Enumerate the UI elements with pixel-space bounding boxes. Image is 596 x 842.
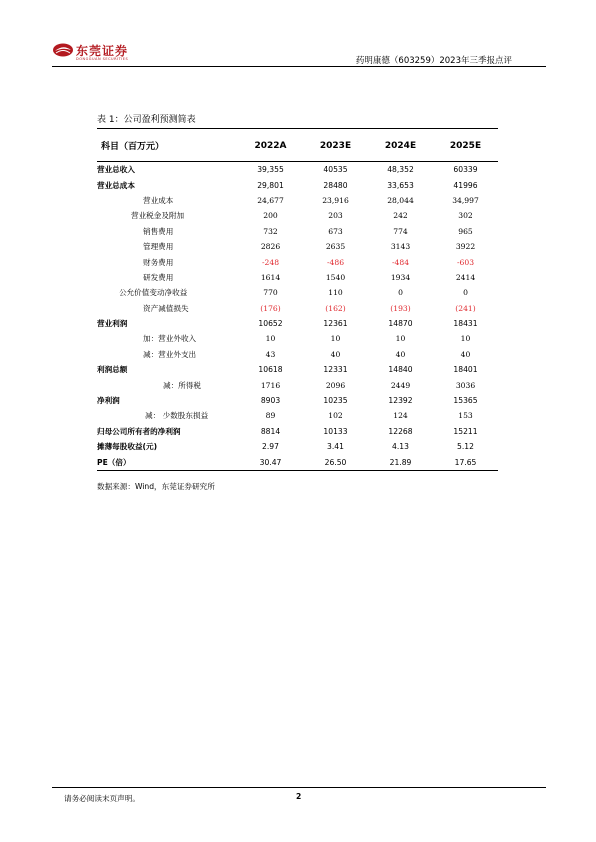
cell-value: 40535 <box>323 165 348 175</box>
cell-value: 770 <box>263 288 278 298</box>
cell-value: -486 <box>326 257 345 267</box>
cell-value: 12392 <box>388 396 413 406</box>
table-row <box>97 162 498 178</box>
row-label: 减： 少数股东损益 <box>145 411 209 421</box>
table-row <box>97 208 498 223</box>
cell-value: 10 <box>460 334 471 344</box>
row-label: 资产减值损失 <box>143 303 189 313</box>
cell-value: 102 <box>328 411 343 421</box>
header-divider <box>52 66 546 67</box>
footer-divider <box>52 787 546 788</box>
cell-value: 200 <box>263 211 278 221</box>
cell-value: -248 <box>261 257 280 267</box>
brand-emblem-icon <box>52 42 74 58</box>
table-row <box>97 239 498 254</box>
cell-value: 14840 <box>388 365 413 375</box>
brand-name: 东莞证券 <box>76 44 129 58</box>
cell-value: 10 <box>395 334 406 344</box>
cell-value: 10 <box>330 334 341 344</box>
data-source-note: 数据来源：Wind，东莞证券研究所 <box>97 482 215 491</box>
column-header: 科目（百万元） <box>97 130 238 162</box>
cell-value: 3036 <box>455 380 476 390</box>
table-top-rule <box>97 128 498 129</box>
cell-value: 23,916 <box>322 195 349 205</box>
column-header: 2022A <box>238 130 303 162</box>
cell-value: 153 <box>458 411 473 421</box>
cell-value: 2449 <box>390 380 411 390</box>
table-row <box>97 377 498 392</box>
cell-value: 89 <box>265 411 276 421</box>
cell-value: -603 <box>456 257 475 267</box>
table-row <box>97 331 498 346</box>
row-label: 减：所得税 <box>163 380 201 390</box>
cell-value: 48,352 <box>387 165 414 175</box>
cell-value: 18401 <box>453 365 478 375</box>
cell-value: 14870 <box>388 319 413 329</box>
cell-value: 673 <box>328 226 343 236</box>
cell-value: (193) <box>390 303 411 313</box>
table-row <box>97 362 498 377</box>
table-row <box>97 347 498 362</box>
row-label: 营业总收入 <box>97 165 135 175</box>
row-label: 公允价值变动净收益 <box>119 288 188 298</box>
cell-value: 41996 <box>453 180 478 190</box>
row-label: 摊薄每股收益(元) <box>97 442 158 452</box>
cell-value: 3922 <box>455 242 476 252</box>
cell-value: 242 <box>393 211 408 221</box>
row-label: 归母公司所有者的净利润 <box>97 426 181 436</box>
cell-value: 203 <box>328 211 343 221</box>
column-header: 2025E <box>433 130 498 162</box>
cell-value: -484 <box>391 257 410 267</box>
cell-value: 28480 <box>323 180 348 190</box>
cell-value: 21.89 <box>368 454 433 470</box>
cell-value: (176) <box>260 303 281 313</box>
table-row <box>97 424 498 439</box>
cell-value: 1934 <box>390 272 411 282</box>
cell-value: 1614 <box>260 272 281 282</box>
cell-value: 26.50 <box>303 454 368 470</box>
cell-value: 10652 <box>258 319 283 329</box>
cell-value: 12331 <box>323 365 348 375</box>
brand-name-en: DONGGUAN SECURITIES <box>76 57 129 61</box>
cell-value: 2635 <box>325 242 346 252</box>
cell-value: (162) <box>325 303 346 313</box>
table-row <box>97 270 498 285</box>
column-header: 2023E <box>303 130 368 162</box>
table-row <box>97 408 498 423</box>
table-row <box>97 177 498 192</box>
row-label: 减：营业外支出 <box>143 349 197 359</box>
cell-value: 43 <box>265 349 276 359</box>
page-number: 2 <box>296 792 302 801</box>
row-label: 加：营业外收入 <box>143 334 197 344</box>
cell-value: 15365 <box>453 396 478 406</box>
table-caption: 表 1：公司盈利预测简表 <box>97 115 196 125</box>
cell-value: 12361 <box>323 319 348 329</box>
cell-value: 29,801 <box>257 180 284 190</box>
table-row <box>97 193 498 208</box>
cell-value: 110 <box>328 288 343 298</box>
table-row <box>97 439 498 454</box>
table-row <box>97 301 498 316</box>
row-label: 管理费用 <box>143 242 174 252</box>
cell-value: 17.65 <box>433 454 498 470</box>
report-title: 药明康德（603259）2023年三季报点评 <box>355 56 512 66</box>
cell-value: 2826 <box>260 242 281 252</box>
row-label: 利润总额 <box>97 365 128 375</box>
row-label: 营业总成本 <box>97 180 135 190</box>
cell-value: 10 <box>265 334 276 344</box>
row-label: 营业税金及附加 <box>131 211 185 221</box>
cell-value: (241) <box>455 303 476 313</box>
row-label: 营业成本 <box>143 195 174 205</box>
cell-value: 732 <box>263 226 278 236</box>
cell-value: 8903 <box>260 396 281 406</box>
cell-value: 10235 <box>323 396 348 406</box>
table-row <box>97 285 498 300</box>
cell-value: 34,997 <box>452 195 479 205</box>
cell-value: 4.13 <box>392 442 409 452</box>
row-label: 营业利润 <box>97 319 128 329</box>
table-header-row <box>97 130 498 162</box>
cell-value: 3143 <box>390 242 411 252</box>
row-label: 财务费用 <box>143 257 174 267</box>
cell-value: 124 <box>393 411 408 421</box>
cell-value: 12268 <box>388 426 413 436</box>
cell-value: 40 <box>330 349 341 359</box>
cell-value: 1716 <box>260 380 281 390</box>
cell-value: 2096 <box>325 380 346 390</box>
cell-value: 28,044 <box>387 195 414 205</box>
cell-value: 40 <box>395 349 406 359</box>
cell-value: 30.47 <box>238 454 303 470</box>
row-label: PE（倍） <box>97 454 238 470</box>
cell-value: 10133 <box>323 426 348 436</box>
cell-value: 33,653 <box>387 180 414 190</box>
cell-value: 15211 <box>453 426 478 436</box>
row-label: 研发费用 <box>143 272 174 282</box>
cell-value: 2414 <box>455 272 476 282</box>
row-label: 净利润 <box>97 396 120 406</box>
cell-value: 5.12 <box>457 442 474 452</box>
cell-value: 1540 <box>325 272 346 282</box>
table-row <box>97 393 498 408</box>
cell-value: 774 <box>393 226 408 236</box>
profit-forecast-table <box>97 130 498 471</box>
column-header: 2024E <box>368 130 433 162</box>
cell-value: 18431 <box>453 319 478 329</box>
cell-value: 0 <box>463 288 468 298</box>
disclaimer-note: 请务必阅读末页声明。 <box>64 794 140 803</box>
row-label: 销售费用 <box>143 226 174 236</box>
cell-value: 24,677 <box>257 195 284 205</box>
table-row <box>97 224 498 239</box>
cell-value: 0 <box>398 288 403 298</box>
cell-value: 965 <box>458 226 473 236</box>
cell-value: 60339 <box>453 165 478 175</box>
cell-value: 3.41 <box>327 442 344 452</box>
table-row <box>97 454 498 470</box>
table-row <box>97 316 498 331</box>
cell-value: 8814 <box>260 426 281 436</box>
cell-value: 39,355 <box>257 165 284 175</box>
table-row <box>97 254 498 269</box>
cell-value: 40 <box>460 349 471 359</box>
cell-value: 302 <box>458 211 473 221</box>
cell-value: 10618 <box>258 365 283 375</box>
cell-value: 2.97 <box>262 442 279 452</box>
